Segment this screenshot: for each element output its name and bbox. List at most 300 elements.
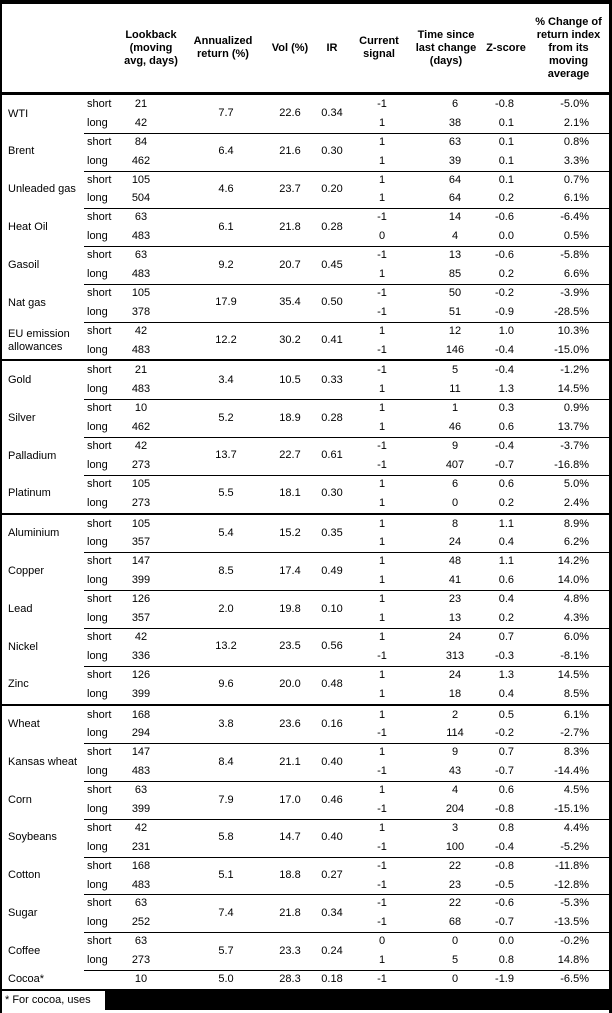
- pct-change-value: 10.3%: [557, 324, 589, 337]
- pct-change-value: 5.0%: [563, 477, 589, 490]
- commodity-coffee: [2, 932, 609, 970]
- annualized-return-value: 3.4: [218, 373, 234, 386]
- z-score-value: 0.7: [498, 630, 514, 643]
- pct-change-value: -3.7%: [560, 440, 589, 453]
- redaction-bar: [105, 991, 609, 1010]
- ir-value: 0.50: [321, 296, 343, 309]
- vol-value: 21.1: [279, 755, 301, 768]
- pct-change-value: -1.2%: [560, 364, 589, 377]
- ir-value: 0.46: [321, 793, 343, 806]
- pct-change-value: -0.2%: [560, 935, 589, 948]
- lookback-value: 273: [131, 458, 151, 471]
- side-label: long: [87, 802, 108, 815]
- lookback-value: 63: [134, 784, 148, 797]
- ir-value: 0.27: [321, 869, 343, 882]
- lookback-value: 231: [131, 840, 151, 853]
- time-since-value: 64: [448, 192, 462, 205]
- signal-value: 1: [378, 687, 386, 700]
- side-label: long: [87, 916, 108, 929]
- signal-value: 1: [378, 630, 386, 643]
- commodity-name: WTI: [8, 107, 29, 120]
- lookback-value: 399: [131, 687, 151, 700]
- commodity-name: Wheat: [8, 718, 40, 731]
- commodity-heat-oil: [2, 208, 609, 246]
- ir-value: 0.41: [321, 334, 343, 347]
- ir-value: 0.33: [321, 373, 343, 386]
- side-label: short: [87, 897, 112, 910]
- signal-value: 1: [378, 192, 386, 205]
- side-label: long: [87, 840, 108, 853]
- z-score-value: -0.6: [495, 249, 514, 262]
- side-label: short: [87, 668, 112, 681]
- annualized-return-value: 7.4: [218, 906, 234, 919]
- z-score-value: 0.5: [498, 708, 514, 721]
- commodity-soybeans: [2, 819, 609, 857]
- pct-change-value: -3.9%: [560, 286, 589, 299]
- time-since-value: 114: [446, 727, 464, 740]
- vol-value: 18.8: [279, 869, 301, 882]
- time-since-value: 64: [448, 173, 462, 186]
- signal-value: 1: [378, 116, 386, 129]
- time-since-value: 146: [445, 343, 465, 356]
- pct-change-value: 0.9%: [563, 402, 589, 415]
- signal-value: 1: [378, 421, 386, 434]
- time-since-value: 46: [448, 421, 462, 434]
- lookback-value: 273: [131, 496, 151, 509]
- ir-value: 0.40: [321, 755, 343, 768]
- lookback-value: 168: [131, 859, 151, 872]
- z-score-value: -0.3: [495, 649, 514, 662]
- signal-value: -1: [377, 802, 387, 815]
- commodity-copper: [2, 552, 609, 590]
- annualized-return-value: 5.2: [218, 411, 234, 424]
- time-since-value: 1: [451, 402, 459, 415]
- commodity-name: Platinum: [8, 487, 51, 500]
- z-score-value: 0.6: [498, 421, 514, 434]
- commodity-name: Aluminium: [8, 527, 60, 540]
- side-label: short: [87, 477, 112, 490]
- pct-change-value: -5.3%: [560, 897, 589, 910]
- time-since-value: 24: [448, 630, 462, 643]
- vol-value: 14.7: [279, 831, 301, 844]
- pct-change-value: -5.2%: [560, 840, 589, 853]
- side-label: long: [87, 268, 108, 281]
- commodity-zinc: [2, 666, 609, 704]
- pct-change-value: -15.1%: [554, 802, 589, 815]
- side-label: long: [87, 421, 108, 434]
- ir-value: 0.61: [321, 449, 343, 462]
- z-score-value: -0.8: [495, 802, 514, 815]
- col-header-pct-change: % Change of return index from its moving average: [535, 15, 602, 80]
- time-since-value: 24: [448, 668, 462, 681]
- ir-value: 0.20: [321, 183, 343, 195]
- side-label: long: [87, 878, 108, 891]
- vol-value: 23.5: [279, 640, 301, 653]
- annualized-return-value: 7.9: [218, 793, 234, 806]
- time-since-value: 13: [448, 249, 462, 262]
- ir-value: 0.40: [321, 831, 343, 844]
- z-score-value: 0.1: [498, 154, 514, 167]
- vol-value: 17.0: [279, 793, 301, 806]
- z-score-value: 0.4: [498, 687, 514, 700]
- signal-value: 1: [378, 954, 386, 967]
- pct-change-value: 2.4%: [563, 496, 589, 509]
- side-label: short: [87, 211, 112, 224]
- time-since-value: 48: [448, 555, 462, 568]
- signal-value: 1: [378, 536, 386, 549]
- signal-value: 1: [378, 477, 386, 490]
- lookback-value: 63: [134, 211, 148, 224]
- lookback-value: 21: [134, 364, 148, 377]
- commodity-nickel: [2, 628, 609, 666]
- signal-value: 1: [378, 324, 386, 337]
- ir-value: 0.30: [321, 487, 343, 500]
- time-since-value: 3: [451, 821, 459, 834]
- pct-change-value: -13.5%: [554, 916, 589, 929]
- lookback-value: 63: [134, 249, 148, 262]
- col-header-lookback: Lookback (moving avg, days): [124, 28, 178, 67]
- lookback-value: 42: [134, 440, 148, 453]
- signal-value: 1: [378, 708, 386, 721]
- table-body: [2, 95, 609, 989]
- signal-value: -1: [377, 972, 387, 985]
- pct-change-value: 14.5%: [557, 668, 589, 681]
- side-label: long: [87, 116, 108, 129]
- pct-change-value: -28.5%: [554, 305, 589, 318]
- signal-value: 1: [378, 496, 386, 509]
- side-label: short: [87, 173, 112, 186]
- col-header-vol: Vol (%): [271, 41, 309, 54]
- commodity-gold: [2, 361, 609, 399]
- commodity-name: Coffee: [8, 944, 41, 957]
- z-score-value: 0.6: [498, 477, 514, 490]
- vol-value: 21.8: [279, 220, 301, 233]
- time-since-value: 43: [448, 765, 462, 778]
- lookback-value: 105: [131, 517, 151, 530]
- time-since-value: 6: [451, 98, 459, 110]
- commodity-silver: [2, 399, 609, 437]
- side-label: short: [87, 249, 112, 262]
- vol-value: 23.3: [279, 944, 301, 957]
- lookback-value: 483: [131, 383, 151, 396]
- annualized-return-value: 5.0: [218, 972, 234, 985]
- lookback-value: 126: [131, 668, 151, 681]
- signal-value: 1: [378, 517, 386, 530]
- annualized-return-value: 5.1: [218, 869, 234, 882]
- col-header-side: [84, 4, 122, 92]
- z-score-value: 0.3: [498, 402, 514, 415]
- time-since-value: 5: [451, 364, 459, 377]
- vol-value: 21.6: [279, 145, 301, 158]
- pct-change-value: 3.3%: [563, 154, 589, 167]
- side-label: short: [87, 517, 112, 530]
- commodity-aluminium: [2, 515, 609, 553]
- lookback-value: 273: [131, 954, 151, 967]
- ir-value: 0.28: [321, 220, 343, 233]
- vol-value: 17.4: [279, 564, 301, 577]
- side-label: short: [87, 440, 112, 453]
- signal-value: 1: [378, 154, 386, 167]
- pct-change-value: 6.2%: [563, 536, 589, 549]
- signal-value: -1: [377, 916, 387, 929]
- commodity-gasoil: [2, 246, 609, 284]
- commodity-kansas-wheat: [2, 743, 609, 781]
- z-score-value: -0.8: [495, 859, 514, 872]
- commodity-name: Zinc: [8, 678, 29, 691]
- annualized-return-value: 9.6: [218, 678, 234, 691]
- commodity-eu-emission-allowances: [2, 322, 609, 360]
- annualized-return-value: 2.0: [218, 602, 234, 615]
- pct-change-value: 8.9%: [563, 517, 589, 530]
- vol-value: 21.8: [279, 906, 301, 919]
- signal-value: -1: [377, 458, 387, 471]
- lookback-value: 63: [134, 935, 148, 948]
- time-since-value: 23: [448, 593, 462, 606]
- side-label: long: [87, 343, 108, 356]
- lookback-value: 105: [131, 477, 151, 490]
- z-score-value: 0.1: [498, 116, 514, 129]
- pct-change-value: 6.6%: [563, 268, 589, 281]
- lookback-value: 42: [134, 630, 148, 643]
- signal-value: -1: [377, 859, 387, 872]
- annualized-return-value: 5.5: [218, 487, 234, 500]
- z-score-value: 1.0: [498, 324, 514, 337]
- pct-change-value: 2.1%: [563, 116, 589, 129]
- annualized-return-value: 8.4: [218, 755, 234, 768]
- ir-value: 0.34: [321, 906, 343, 919]
- signal-value: 1: [378, 612, 386, 625]
- time-since-value: 11: [449, 383, 461, 396]
- time-since-value: 9: [451, 440, 459, 453]
- lookback-value: 42: [134, 821, 148, 834]
- side-label: long: [87, 192, 108, 205]
- time-since-value: 14: [448, 211, 462, 224]
- signal-value: -1: [377, 305, 387, 318]
- z-score-value: -1.9: [495, 972, 514, 985]
- lookback-value: 357: [131, 536, 151, 549]
- pct-change-value: -6.4%: [560, 211, 589, 224]
- ir-value: 0.49: [321, 564, 343, 577]
- commodity-platinum: [2, 475, 609, 513]
- lookback-value: 63: [134, 897, 148, 910]
- z-score-value: 0.0: [498, 230, 514, 243]
- commodity-sugar: [2, 894, 609, 932]
- vol-value: 19.8: [279, 602, 301, 615]
- annualized-return-value: 8.5: [218, 564, 234, 577]
- side-label: short: [87, 98, 112, 110]
- side-label: short: [87, 593, 112, 606]
- side-label: short: [87, 630, 112, 643]
- lookback-value: 147: [131, 746, 151, 759]
- side-label: short: [87, 935, 112, 948]
- time-since-value: 2: [451, 708, 459, 721]
- table-header-row: [2, 4, 609, 95]
- z-score-value: -0.4: [495, 840, 514, 853]
- side-label: short: [87, 708, 112, 721]
- side-label: short: [87, 402, 112, 415]
- annualized-return-value: 17.9: [215, 296, 237, 309]
- signal-value: -1: [377, 649, 387, 662]
- annualized-return-value: 9.2: [218, 258, 234, 271]
- signal-value: -1: [377, 98, 387, 110]
- lookback-value: 483: [131, 343, 151, 356]
- side-label: long: [87, 230, 108, 243]
- col-header-z-score: Z-score: [486, 41, 526, 54]
- commodity-group-3: [2, 513, 609, 704]
- signal-value: 1: [378, 173, 386, 186]
- z-score-value: -0.2: [495, 727, 514, 740]
- lookback-value: 399: [131, 574, 151, 587]
- commodity-name: Palladium: [8, 449, 57, 462]
- signal-value: 1: [378, 593, 386, 606]
- time-since-value: 23: [448, 878, 462, 891]
- ir-value: 0.18: [321, 972, 343, 985]
- lookback-value: 483: [131, 878, 151, 891]
- signal-value: -1: [377, 727, 387, 740]
- side-label: long: [87, 574, 108, 587]
- side-label: long: [87, 765, 108, 778]
- side-label: long: [87, 536, 108, 549]
- commodity-palladium: [2, 437, 609, 475]
- z-score-value: 0.6: [498, 784, 514, 797]
- lookback-value: 105: [131, 173, 151, 186]
- time-since-value: 4: [451, 784, 459, 797]
- lookback-value: 294: [131, 727, 151, 740]
- commodity-cotton: [2, 857, 609, 895]
- vol-value: 28.3: [279, 972, 301, 985]
- time-since-value: 8: [451, 517, 459, 530]
- side-label: short: [87, 364, 112, 377]
- pct-change-value: 4.3%: [563, 612, 589, 625]
- side-label: long: [87, 383, 108, 396]
- lookback-value: 483: [131, 765, 151, 778]
- lookback-value: 21: [134, 98, 148, 110]
- lookback-value: 42: [134, 324, 148, 337]
- col-header-current-signal: Current signal: [359, 35, 399, 60]
- side-label: long: [87, 154, 108, 167]
- z-score-value: -0.7: [495, 458, 514, 471]
- signal-value: 1: [378, 383, 386, 396]
- pct-change-value: 0.8%: [563, 135, 589, 148]
- pct-change-value: 4.8%: [563, 593, 589, 606]
- z-score-value: -0.6: [495, 897, 514, 910]
- pct-change-value: 6.1%: [563, 708, 589, 721]
- ir-value: 0.16: [321, 717, 343, 730]
- time-since-value: 100: [445, 840, 465, 853]
- lookback-value: 462: [131, 154, 151, 167]
- z-score-value: 0.1: [498, 135, 514, 148]
- z-score-value: 1.1: [498, 555, 514, 568]
- vol-value: 22.7: [279, 449, 301, 462]
- side-label: short: [87, 784, 112, 797]
- footnote-text: * For cocoa, uses: [2, 991, 105, 1010]
- z-score-value: -0.4: [495, 440, 514, 453]
- time-since-value: 50: [448, 286, 462, 299]
- side-label: short: [87, 821, 112, 834]
- ir-value: 0.30: [321, 145, 343, 158]
- signal-value: 0: [378, 230, 386, 243]
- pct-change-value: -2.7%: [560, 727, 589, 740]
- commodity-name: Nat gas: [8, 296, 46, 309]
- lookback-value: 462: [131, 421, 151, 434]
- lookback-value: 504: [131, 192, 151, 205]
- z-score-value: 0.4: [498, 536, 514, 549]
- signal-value: -1: [377, 286, 387, 299]
- signal-value: -1: [377, 364, 387, 377]
- commodity-wti: [2, 95, 609, 133]
- annualized-return-value: 13.2: [215, 640, 237, 653]
- signal-value: 0: [378, 935, 386, 948]
- side-label: short: [87, 135, 112, 148]
- pct-change-value: 13.7%: [557, 421, 589, 434]
- signal-value: 1: [378, 668, 386, 681]
- signal-value: 1: [378, 555, 386, 568]
- commodity-name: Gasoil: [8, 258, 40, 271]
- ir-value: 0.45: [321, 258, 343, 271]
- signal-value: -1: [377, 878, 387, 891]
- time-since-value: 68: [448, 916, 462, 929]
- vol-value: 20.0: [279, 678, 301, 691]
- z-score-value: -0.5: [495, 878, 514, 891]
- commodity-name: Heat Oil: [8, 220, 48, 233]
- time-since-value: 13: [448, 612, 462, 625]
- commodity-wheat: [2, 706, 609, 744]
- commodity-name: Kansas wheat: [8, 755, 78, 768]
- z-score-value: -0.8: [495, 98, 514, 110]
- pct-change-value: 4.5%: [563, 784, 589, 797]
- lookback-value: 126: [131, 593, 151, 606]
- annualized-return-value: 5.8: [218, 831, 234, 844]
- lookback-value: 84: [134, 135, 148, 148]
- z-score-value: -0.4: [495, 343, 514, 356]
- ir-value: 0.10: [321, 602, 343, 615]
- pct-change-value: 6.1%: [563, 192, 589, 205]
- vol-value: 18.1: [279, 487, 301, 500]
- commodity-cocoa: [2, 970, 609, 989]
- pct-change-value: 14.5%: [557, 383, 589, 396]
- commodity-nat-gas: [2, 284, 609, 322]
- commodity-group-1: [2, 95, 609, 359]
- pct-change-value: 8.3%: [563, 746, 589, 759]
- signal-value: -1: [377, 765, 387, 778]
- signal-value: 1: [378, 268, 386, 281]
- side-label: [84, 970, 122, 989]
- time-since-value: 407: [445, 458, 465, 471]
- lookback-value: 147: [131, 555, 151, 568]
- time-since-value: 38: [448, 116, 462, 129]
- time-since-value: 0: [451, 496, 459, 509]
- side-label: long: [87, 496, 108, 509]
- annualized-return-value: 3.8: [218, 717, 234, 730]
- commodity-name: Nickel: [8, 640, 38, 653]
- pct-change-value: -14.4%: [554, 765, 589, 778]
- pct-change-value: -12.8%: [554, 878, 589, 891]
- commodity-name: Silver: [8, 411, 36, 424]
- lookback-value: 483: [131, 230, 151, 243]
- pct-change-value: -6.5%: [560, 972, 589, 985]
- pct-change-value: -16.8%: [554, 458, 589, 471]
- vol-value: 10.5: [279, 373, 301, 386]
- z-score-value: 0.2: [498, 496, 514, 509]
- annualized-return-value: 5.4: [218, 527, 234, 540]
- z-score-value: -0.9: [495, 305, 514, 318]
- z-score-value: -0.6: [495, 211, 514, 224]
- ir-value: 0.56: [321, 640, 343, 653]
- ir-value: 0.34: [321, 107, 343, 120]
- z-score-value: 1.1: [498, 517, 514, 530]
- z-score-value: 0.8: [498, 821, 514, 834]
- z-score-value: -0.2: [495, 286, 514, 299]
